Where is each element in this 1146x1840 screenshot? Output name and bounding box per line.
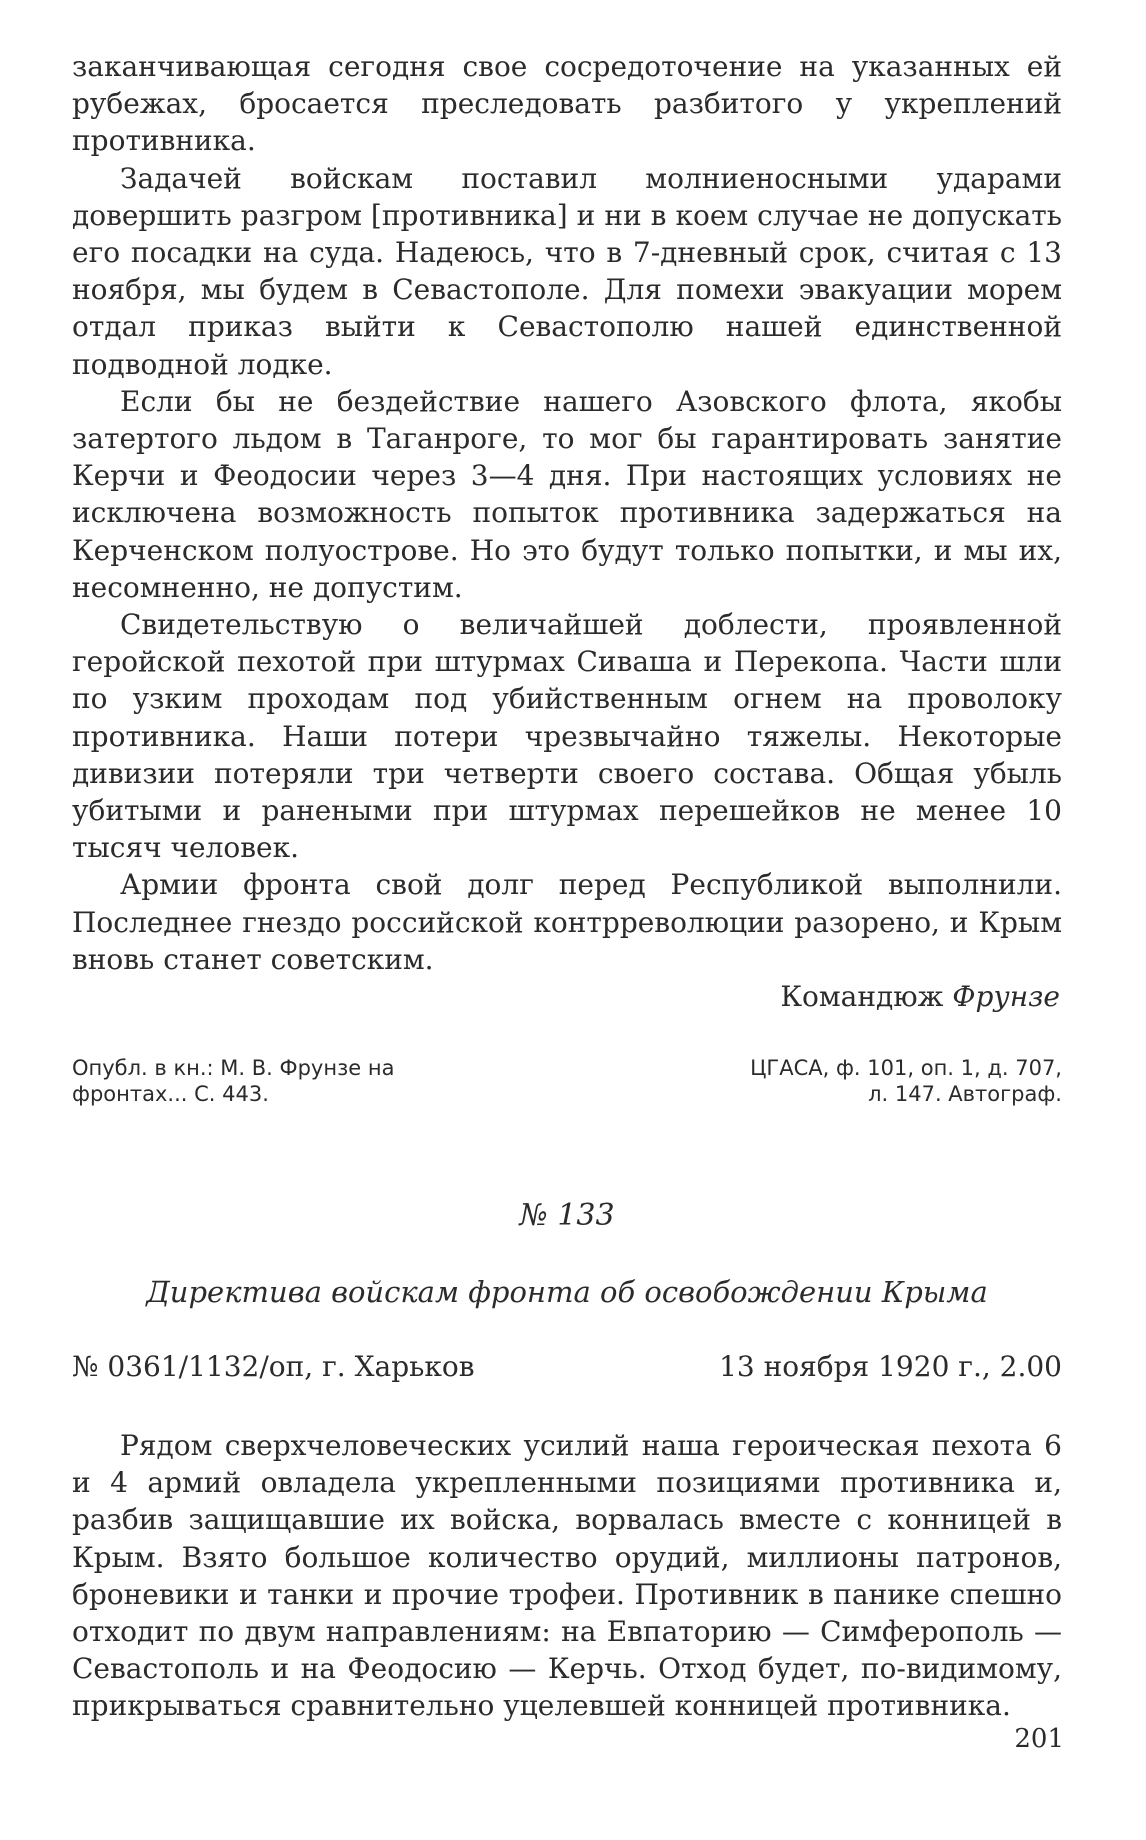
book-page <box>72 48 1062 1725</box>
document-number: № 133 <box>519 1198 615 1234</box>
archive-reference <box>582 1055 1062 1107</box>
archive-reference-line-2: л. 147. Автограф. <box>868 1082 1062 1107</box>
signature-name: Фрунзе <box>952 980 1060 1014</box>
document-ref-number: № 0361/1132/оп, г. Харьков <box>72 1349 475 1383</box>
publication-reference-line-1: Опубл. в кн.: М. В. Фрунзе на <box>72 1056 395 1081</box>
paragraph-3: Если бы не бездействие нашего Азовского флота, якобы затертого льдом в Таганроге, то мог бы гарантировать занятие Керчи и Феодосии через 3—4 дня. При настоящих условиях не исключена возможность попыток противника задержаться на Керченском полуострове. Но это будут только попытки, и мы их, несомненно, не допустим. <box>72 384 1062 604</box>
publication-reference <box>72 1055 512 1107</box>
paragraph-4: Свидетельствую о величайшей доблести, проявленной геройской пехотой при штурмах Сиваша и Перекопа. Части шли по узким проходам под убийственным огнем на проволоку противника. Наши потери чрезвычайно тяжелы. Некоторые дивизии потеряли три четверти своего состава. Общая убыль убитыми и ранеными при штурмах перешейков не менее 10 тысяч человек. <box>72 608 1062 865</box>
document-date: 13 ноября 1920 г., 2.00 <box>719 1349 1062 1383</box>
paragraph-5: Армии фронта свой долг перед Республикой выполнили. Последнее гнездо российской контрреволюции разорено, и Крым вновь станет советским. <box>72 868 1062 976</box>
signature-title: Командюж <box>780 980 944 1014</box>
document-meta <box>72 1348 1062 1385</box>
document-title: Директива войскам фронта об освобождении Крыма <box>146 1275 988 1310</box>
source-references <box>72 1055 1062 1107</box>
paragraph-1: заканчивающая сегодня свое сосредоточение на указанных ей рубежах, бросается преследовать разбитого у укреплений противника. <box>72 50 1062 158</box>
paragraph-2: Задачей войскам поставил молниеносными ударами довершить разгром [противника] и ни в коем случае не допускать его посадки на суда. Надеюсь, что в 7-дневный срок, считая с 13 ноября, мы будем в Севастополе. Для помехи эвакуации морем отдал приказ выйти к Севастополю нашей единственной подводной лодке. <box>72 161 1062 381</box>
directive-paragraph: Рядом сверхчеловеческих усилий наша героическая пехота 6 и 4 армий овладела укрепленными позициями противника и, разбив защищавшие их войска, ворвалась вместе с конницей в Крым. Взято большое количество орудий, миллионы патронов, броневики и танки и прочие трофеи. Противник в панике спешно отходит по двум направлениям: на Евпаторию — Симферополь — Севастополь и на Феодосию — Керчь. Отход будет, по-видимому, прикрываться сравнительно уцелевшей конницей противника. <box>72 1428 1062 1723</box>
page-number: 201 <box>1014 1724 1064 1754</box>
archive-reference-line-1: ЦГАСА, ф. 101, оп. 1, д. 707, <box>750 1056 1062 1081</box>
publication-reference-line-2: фронтах... С. 443. <box>72 1082 269 1107</box>
signature <box>72 978 1062 1015</box>
